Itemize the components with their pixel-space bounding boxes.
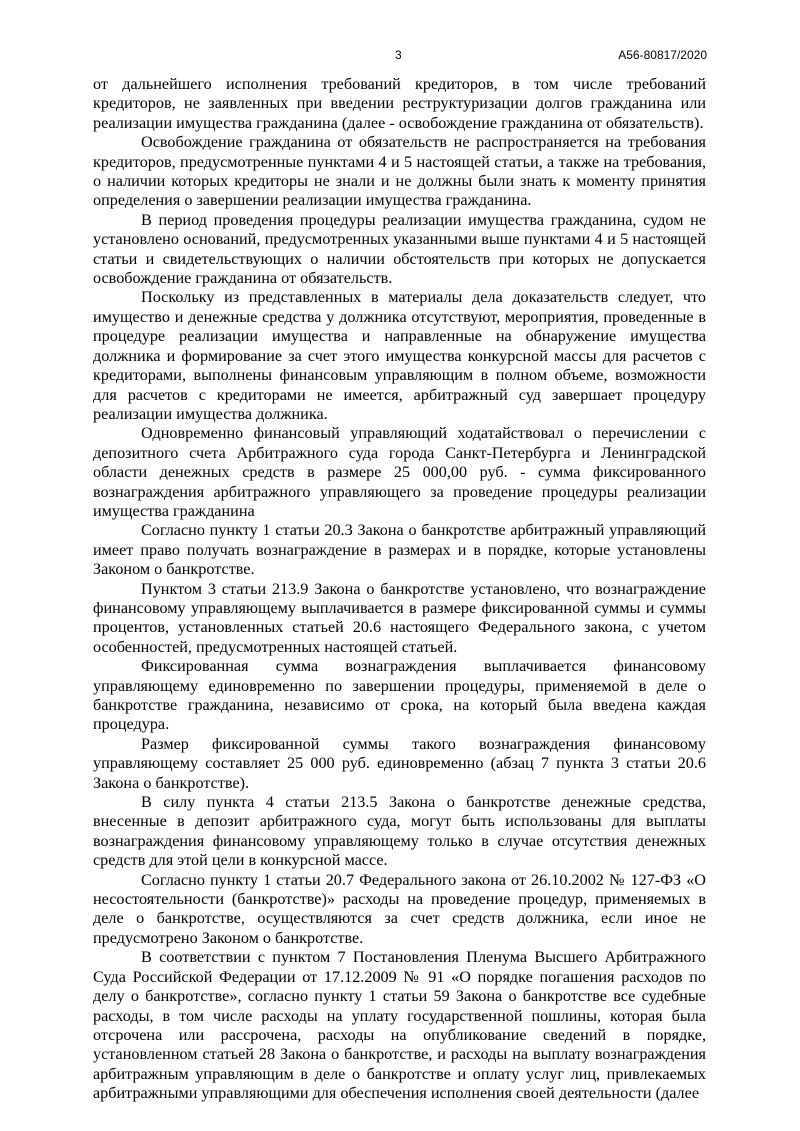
paragraph: Фиксированная сумма вознаграждения выплачивается финансовому управляющему единовременно по завершении процедуры, применяемой в деле о банкротстве гражданина, независимо от срока, на который была введена каждая процедура. (93, 657, 706, 734)
document-body (93, 75, 706, 1104)
paragraph: Поскольку из представленных в материалы дела доказательств следует, что имущество и денежные средства у должника отсутствуют, мероприятия, проведенные в процедуре реализации имущества и направленные на обнаружение имущества должника и формирование за счет этого имущества конкурсной массы для расчетов с кредиторами, выполнены финансовым управляющим в полном объеме, возможности для расчетов с кредиторами не имеется, арбитражный суд завершает процедуру реализации имущества должника. (93, 288, 706, 423)
paragraph: от дальнейшего исполнения требований кредиторов, в том числе требований кредиторов, не заявленных при введении реструктуризации долгов гражданина или реализации имущества гражданина (далее - освобождение гражданина от обязательств). (93, 75, 706, 132)
case-number: А56-80817/2020 (618, 48, 707, 62)
paragraph: Одновременно финансовый управляющий ходатайствовал о перечислении с депозитного счета Арбитражного суда города Санкт-Петербурга и Ленинградской области денежных средств в размере 25 000,00 руб. - сумма фиксированного вознаграждения арбитражного управляющего за проведение процедуры реализации имущества гражданина (93, 424, 706, 520)
paragraph: Согласно пункту 1 статьи 20.7 Федерального закона от 26.10.2002 № 127-ФЗ «О несостоятельности (банкротстве)» расходы на проведение процедур, применяемых в деле о банкротстве, осуществляются за счет средств должника, если иное не предусмотрено Законом о банкротстве. (93, 870, 706, 947)
paragraph: Пунктом 3 статьи 213.9 Закона о банкротстве установлено, что вознаграждение финансовому управляющему выплачивается в размере фиксированной суммы и суммы процентов, установленных статьей 20.6 настоящего Федерального закона, с учетом особенностей, предусмотренных настоящей статьей. (93, 579, 706, 656)
paragraph: В период проведения процедуры реализации имущества гражданина, судом не установлено оснований, предусмотренных указанными выше пунктами 4 и 5 настоящей статьи и свидетельствующих о наличии обстоятельств при которых не допускается освобождение гражданина от обязательств. (93, 210, 706, 288)
paragraph: В силу пункта 4 статьи 213.5 Закона о банкротстве денежные средства, внесенные в депозит арбитражного суда, могут быть использованы для выплаты вознаграждения финансовому управляющему только в случае отсутствия денежных средств для этой цели в конкурсной массе. (93, 793, 706, 870)
page-number: 3 (395, 48, 402, 62)
paragraph: Согласно пункту 1 статьи 20.3 Закона о банкротстве арбитражный управляющий имеет право получать вознаграждение в размерах и в порядке, которые установлены Законом о банкротстве. (93, 521, 706, 579)
paragraph: Освобождение гражданина от обязательств не распространяется на требования кредиторов, предусмотренные пунктами 4 и 5 настоящей статьи, а также на требования, о наличии которых кредиторы не знали и не должны были знать к моменту принятия определения о завершении реализации имущества гражданина. (93, 133, 706, 210)
paragraph: Размер фиксированной суммы такого вознаграждения финансовому управляющему составляет 25 000 руб. единовременно (абзац 7 пункта 3 статьи 20.6 Закона о банкротстве). (93, 734, 706, 792)
paragraph: В соответствии с пунктом 7 Постановления Пленума Высшего Арбитражного Суда Российской Федерации от 17.12.2009 № 91 «О порядке погашения расходов по делу о банкротстве», согласно пункту 1 статьи 59 Закона о банкротстве все судебные расходы, в том числе расходы на уплату государственной пошлины, которая была отсрочена или рассрочена, расходы на опубликование сведений в порядке, установленном статьей 28 Закона о банкротстве, и расходы на выплату вознаграждения арбитражным управляющим в деле о банкротстве и оплату услуг лиц, привлекаемых арбитражными управляющими для обеспечения исполнения своей деятельности (далее (93, 948, 706, 1103)
